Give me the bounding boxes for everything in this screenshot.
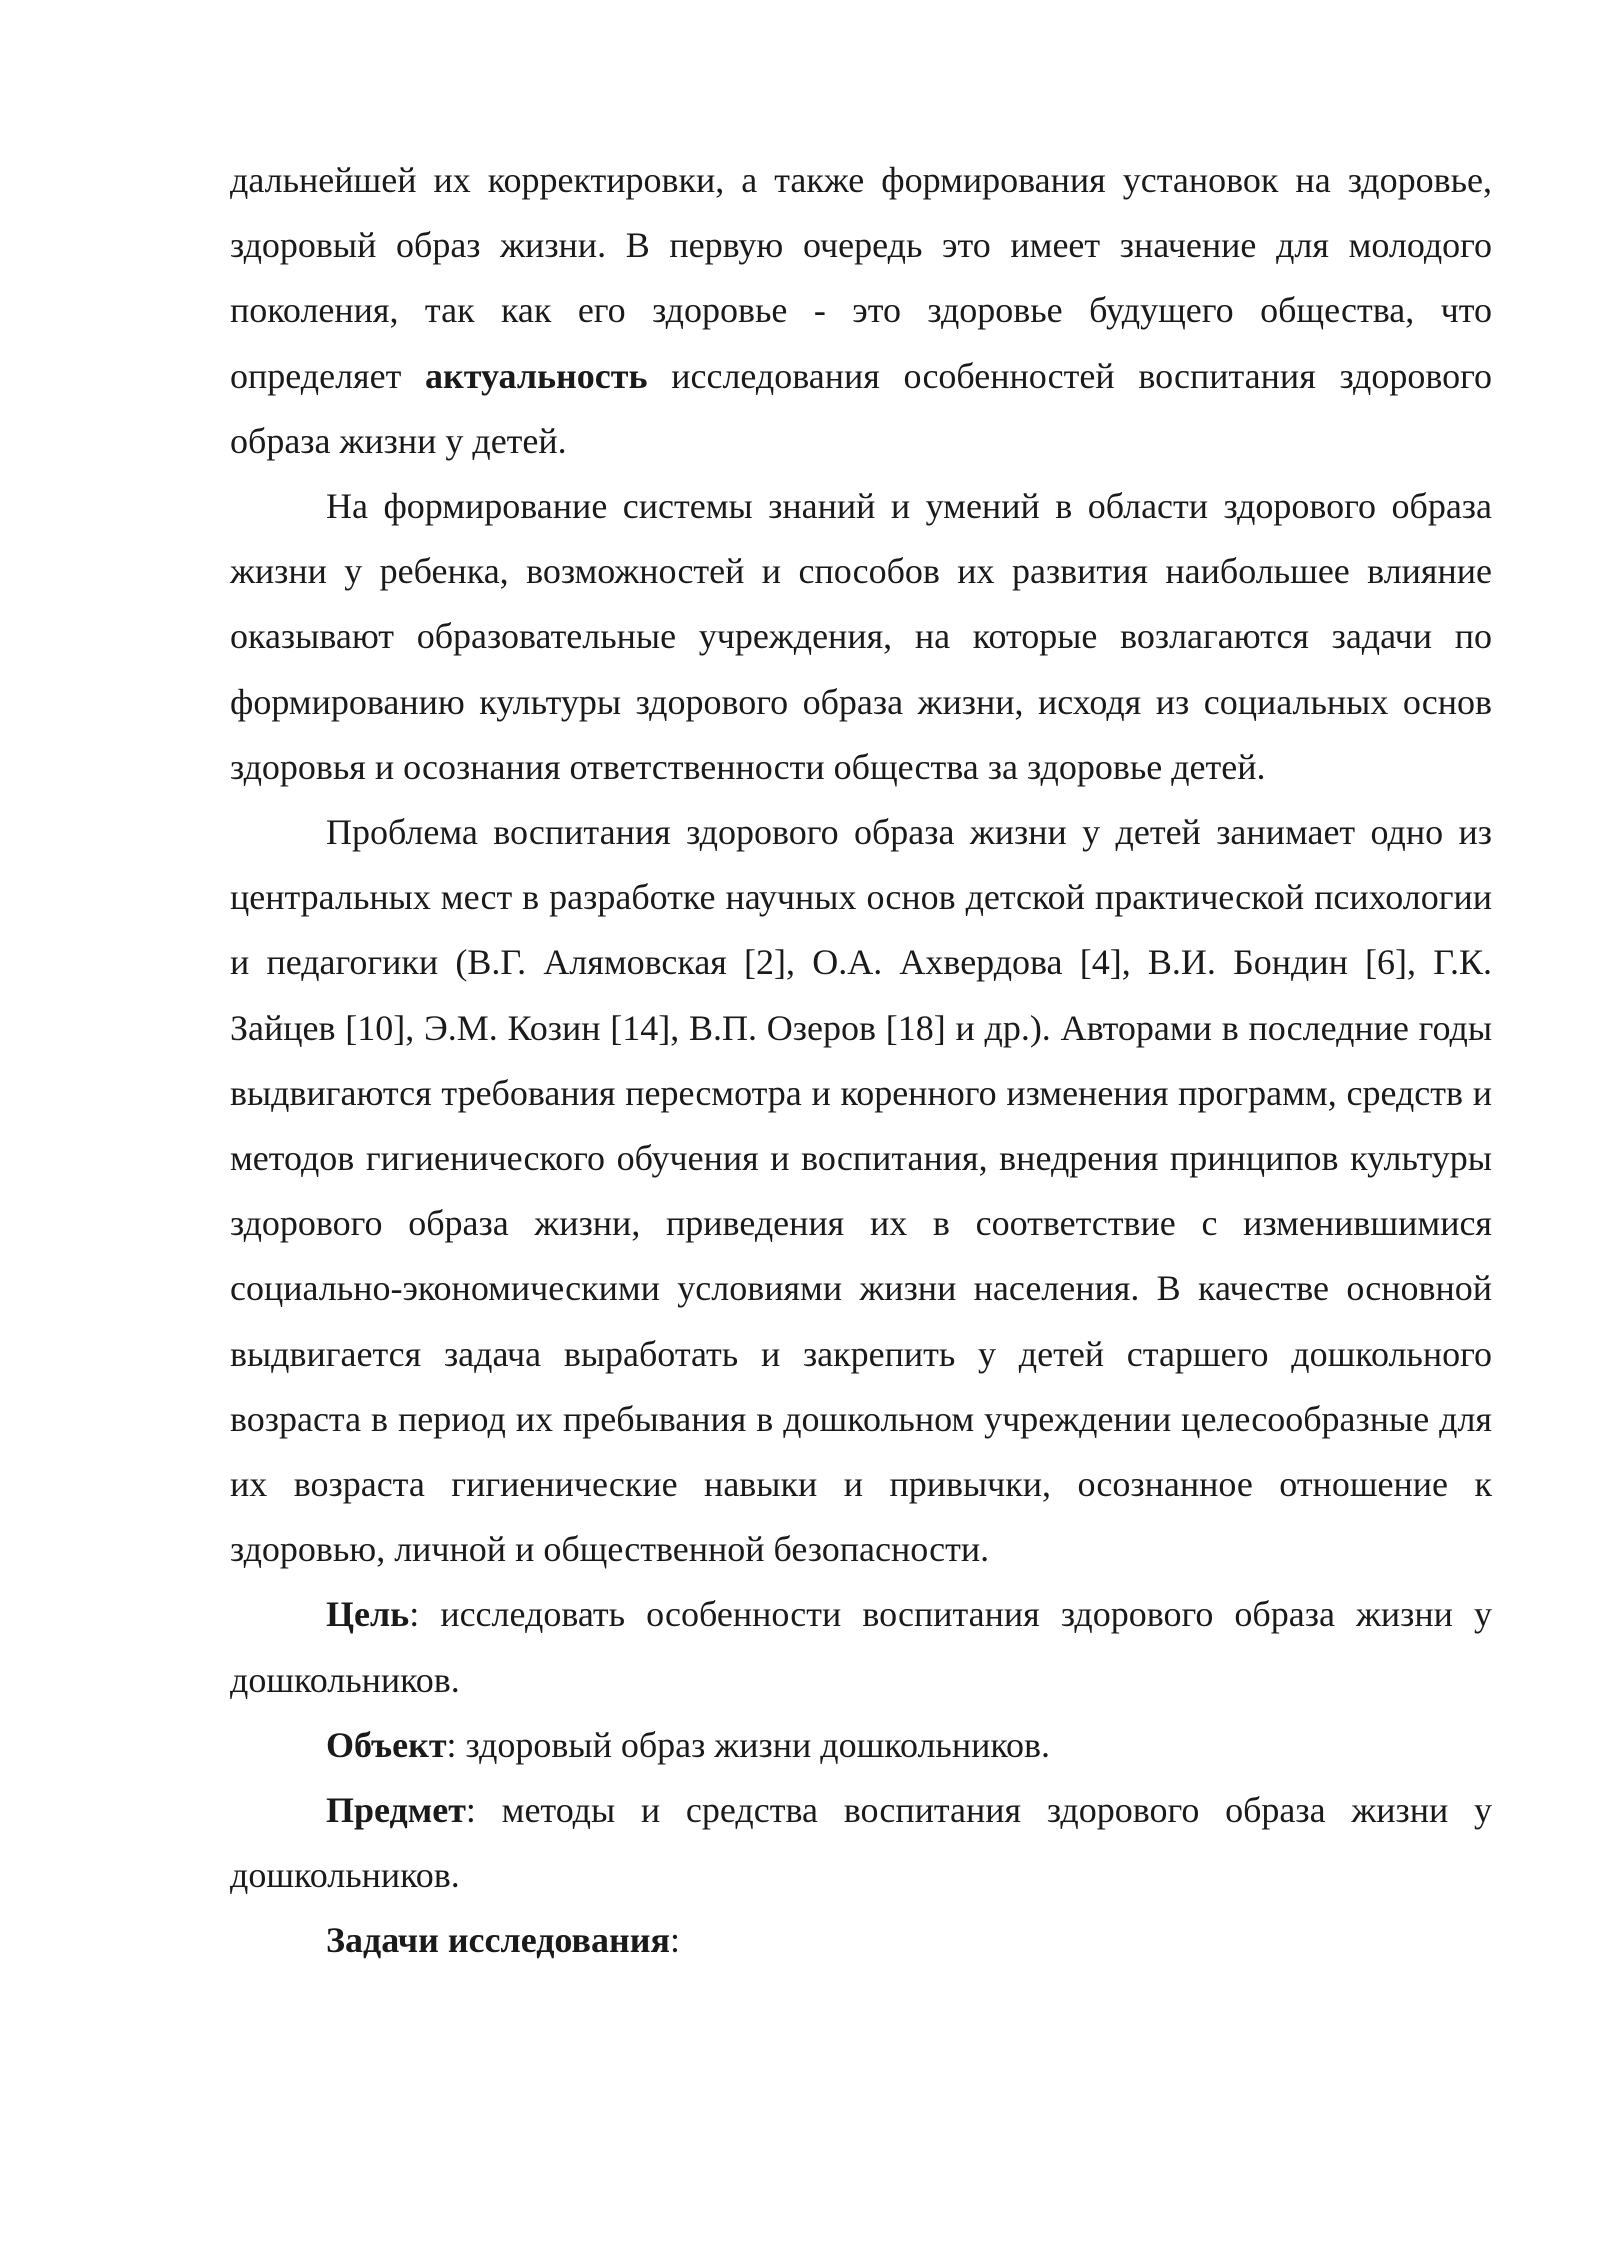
paragraph-problem: Проблема воспитания здорового образа жизни у детей занимает одно из центральных мест в разработке научных основ детской практической психологии и педагогики (В.Г. Алямовская [2], О.А. Ахвердова [4], В.И. Бондин [6], Г.К. Зайцев [10], Э.М. Козин [14], В.П. Озеров [18] и др.). Авторами в последние годы выдвигаются требования пересмотра и коренного изменения программ, средств и методов гигиенического обучения и воспитания, внедрения принципов культуры здорового образа жизни, приведения их в соответствие с изменившимися социально-экономическими условиями жизни населения. В качестве основной выдвигается задача выработать и закрепить у детей старшего дошкольного возраста в период их пребывания в дошкольном учреждении целесообразные для их возраста гигиенические навыки и привычки, осознанное отношение к здоровью, личной и общественной безопасности. bbox=[230, 812, 1492, 1570]
tasks-text: : bbox=[669, 1920, 680, 1961]
object-text: : здоровый образ жизни дошкольников. bbox=[446, 1724, 1051, 1765]
paragraph-subject bbox=[230, 1778, 1492, 1908]
goal-text: : исследовать особенности воспитания здорового образа жизни у дошкольников. bbox=[230, 1594, 1492, 1700]
paragraph-education-influence: На формирование системы знаний и умений в области здорового образа жизни у ребенка, возможностей и способов их развития наибольшее влияние оказывают образовательные учреждения, на которые возлагаются задачи по формированию культуры здорового образа жизни, исходя из социальных основ здоровья и осознания ответственности общества за здоровье детей. bbox=[230, 486, 1492, 787]
paragraph-object bbox=[230, 1713, 1492, 1778]
paragraph-text: исследования особенностей воспитания здорового образа жизни у детей. bbox=[230, 355, 1492, 461]
paragraph-text: дальнейшей их корректировки, а также формирования установок на здоровье, здоровый образ жизни. В первую очередь это имеет значение для молодого поколения, так как его здоровье - это здоровье будущего общества, что определяет bbox=[230, 160, 1492, 396]
goal-label: Цель bbox=[326, 1594, 410, 1635]
object-label: Объект bbox=[326, 1724, 447, 1765]
paragraph-tasks bbox=[230, 1908, 1492, 1973]
subject-text: : методы и средства воспитания здорового образа жизни у дошкольников. bbox=[230, 1790, 1492, 1896]
tasks-label: Задачи исследования bbox=[326, 1920, 670, 1961]
paragraph-goal bbox=[230, 1582, 1492, 1712]
relevance-term: актуальность bbox=[425, 355, 648, 396]
subject-label: Предмет bbox=[326, 1790, 466, 1831]
document-page bbox=[230, 148, 1492, 1974]
paragraph-relevance bbox=[230, 148, 1492, 474]
